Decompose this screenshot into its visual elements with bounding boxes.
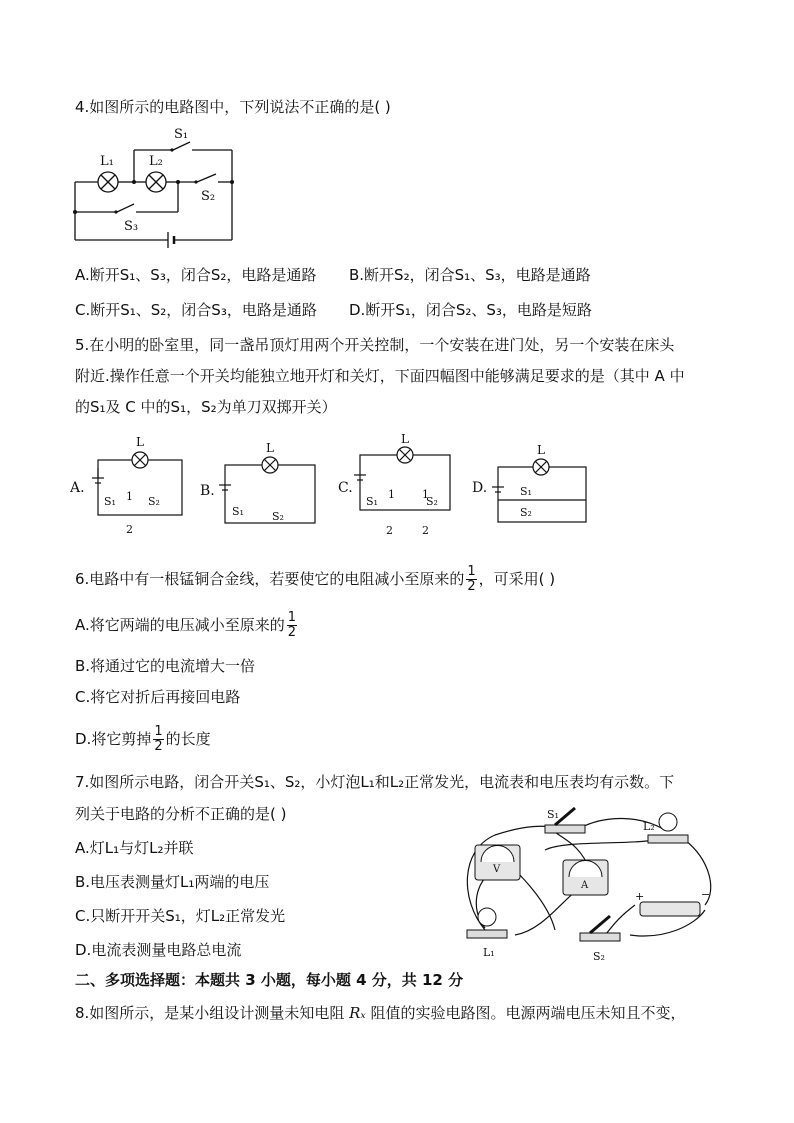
- q5-b-lamp: L: [266, 441, 274, 455]
- q4-option-b: B.断开S₂，闭合S₁、S₃，电路是通路: [349, 266, 591, 284]
- q7-option-c: C.只断开开关S₁，灯L₂正常发光: [75, 907, 286, 925]
- q7-physical-circuit: [455, 800, 725, 965]
- q4-option-d: D.断开S₁，闭合S₂、S₃，电路是短路: [349, 301, 592, 319]
- q7-fig-l1: L₁: [483, 946, 495, 959]
- q7-fig-s1: S₁: [547, 808, 559, 821]
- q6-option-c: C.将它对折后再接回电路: [75, 688, 241, 706]
- q5-c-s1: S₁: [366, 495, 378, 508]
- q5-a-s1: S₁: [104, 495, 116, 508]
- q5-line3: 的S₁及 C 中的S₁，S₂为单刀双掷开关）: [75, 398, 337, 416]
- q6-option-d: D.将它剪掉 $\frac{1}{2}$ 的长度: [75, 724, 211, 754]
- q7-option-d: D.电流表测量电路总电流: [75, 941, 242, 959]
- q4-label-s1: S₁: [174, 127, 189, 142]
- q6-stem-pre: 6.电路中有一根锰铜合金线，若要使它的电阻减小至原来的: [75, 570, 465, 588]
- q6-stem: [75, 562, 555, 596]
- q5-a-two: 2: [126, 523, 133, 536]
- q5-line2: 附近.操作任意一个开关均能独立地开灯和关灯，下面四幅图中能够满足要求的是（其中 A 中: [75, 367, 685, 385]
- q4-stem: 4.如图所示的电路图中，下列说法不正确的是( ): [75, 98, 391, 116]
- q5-c-two-left: 2: [386, 524, 393, 537]
- q6-option-d-fraction: $\frac{1}{2}$: [154, 724, 163, 754]
- q5-a-s2: S₂: [148, 495, 160, 508]
- q4-option-c: C.断开S₁、S₂，闭合S₃，电路是通路: [75, 301, 317, 319]
- q4-label-l2: L₂: [149, 154, 163, 169]
- q7-fig-plus: +: [635, 890, 645, 903]
- q5-a-one: 1: [126, 490, 133, 503]
- q5-b-s1: S₁: [232, 505, 244, 518]
- section2-heading: 二、多项选择题：本题共 3 小题，每小题 4 分，共 12 分: [75, 971, 464, 989]
- q4-circuit-diagram: [60, 120, 250, 245]
- q7-fig-l2: L₂: [643, 820, 655, 833]
- q5-c-one-right: 1: [422, 488, 429, 501]
- q6-stem-fraction: $\frac{1}{2}$: [467, 564, 476, 594]
- q8-rx-symbol: Rₓ: [349, 1004, 366, 1022]
- q4-label-l1: L₁: [100, 154, 114, 169]
- q7-fig-voltmeter: V: [493, 864, 501, 875]
- q5-circuit-figures: [70, 430, 600, 540]
- q6-option-a-fraction: $\frac{1}{2}$: [287, 610, 297, 640]
- q7-fig-minus: −: [701, 888, 711, 901]
- q7-option-b: B.电压表测量灯L₁两端的电压: [75, 873, 270, 891]
- q5-d-lamp: L: [537, 443, 545, 457]
- q6-stem-post: ，可采用( ): [478, 570, 556, 588]
- q5-c-lamp: L: [401, 432, 409, 446]
- q5-label-c: C.: [338, 480, 353, 496]
- q5-label-a: A.: [70, 480, 85, 496]
- q5-d-s1: S₁: [520, 485, 532, 498]
- q5-a-lamp: L: [136, 435, 144, 449]
- q4-label-s3: S₃: [124, 219, 139, 234]
- q5-d-s2: S₂: [520, 506, 532, 519]
- q5-c-two-right: 2: [422, 524, 429, 537]
- q7-line1: 7.如图所示电路，闭合开关S₁、S₂，小灯泡L₁和L₂正常发光，电流表和电压表均有示数。下: [75, 773, 675, 791]
- q7-option-a: A.灯L₁与灯L₂并联: [75, 839, 194, 857]
- q5-label-b: B.: [200, 483, 215, 499]
- q4-label-s2: S₂: [201, 189, 216, 204]
- q7-fig-ammeter: A: [581, 880, 589, 891]
- q6-option-a: A.将它两端的电压减小至原来的 $\frac{1}{2}$: [75, 610, 297, 640]
- q5-c-one-left: 1: [388, 488, 395, 501]
- q7-line2: 列关于电路的分析不正确的是( ): [75, 805, 287, 823]
- q5-b-s2: S₂: [272, 510, 284, 523]
- q4-option-a: A.断开S₁、S₃，闭合S₂，电路是通路: [75, 266, 317, 284]
- q8-line: 8.如图所示，是某小组设计测量未知电阻 Rₓ 阻值的实验电路图。电源两端电压未知且不变，: [75, 1004, 686, 1022]
- q5-c-s2: S₂: [426, 495, 438, 508]
- q7-fig-s2: S₂: [593, 950, 605, 963]
- q5-label-d: D.: [472, 480, 488, 496]
- q6-option-b: B.将通过它的电流增大一倍: [75, 657, 256, 675]
- q5-line1: 5.在小明的卧室里，同一盏吊顶灯用两个开关控制，一个安装在进门处，另一个安装在床头: [75, 336, 675, 354]
